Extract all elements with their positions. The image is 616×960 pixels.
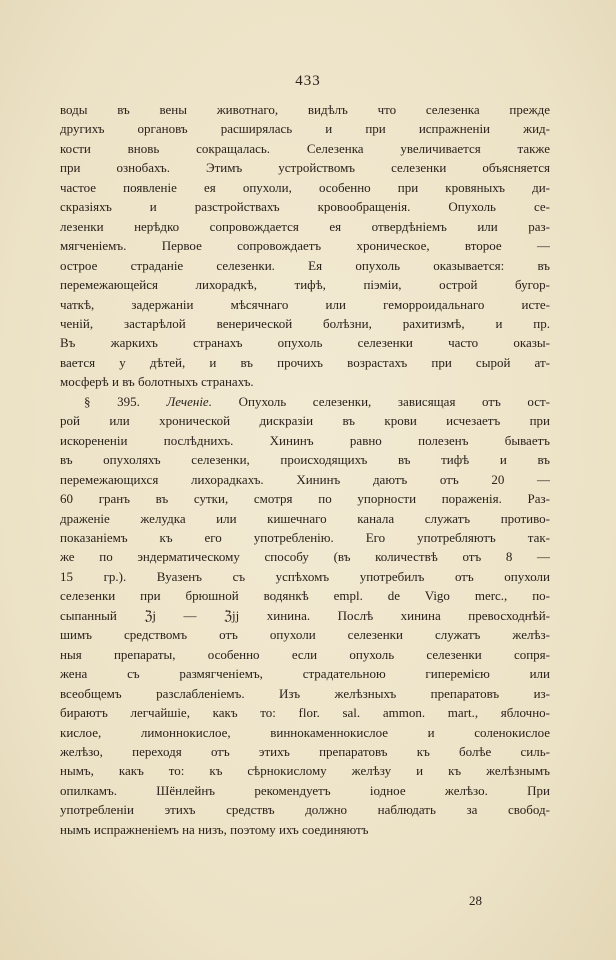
section-number: § 395. <box>84 393 140 409</box>
text-line: шимъ средствомъ отъ опухоли селезенки служатъ желѣз- <box>60 627 550 643</box>
text-line: искорененіи послѣднихъ. Хининъ равно полезенъ бываетъ <box>60 432 550 448</box>
text-line: въ опухоляхъ селезенки, происходящихъ въ тифѣ и въ <box>60 452 550 468</box>
text-line: кислое, лимоннокислое, виннокаменнокислое и соленокислое <box>60 724 550 740</box>
text-line: при ознобахъ. Этимъ устройствомъ селезенки объясняется <box>60 160 550 176</box>
body-text <box>60 100 550 839</box>
text-line: 60 гранъ въ сутки, смотря по упорности пораженія. Раз- <box>60 491 550 507</box>
text-line: мосферѣ и въ болотныхъ странахъ. <box>60 374 254 390</box>
text-line: 15 гр.). Вуазенъ съ успѣхомъ употребилъ отъ опухоли <box>60 568 550 584</box>
text-line: острое страданіе селезенки. Ея опухоль оказывается: въ <box>60 257 550 273</box>
signature-mark: 28 <box>469 893 482 908</box>
text-line: драженіе желудка или кишечнаго канала служатъ противо- <box>60 510 550 526</box>
text-line: перемежающихся лихорадкахъ. Хининъ даютъ отъ 20 — <box>60 471 550 487</box>
text-line: кости вновь сокращалась. Селезенка увеличивается также <box>60 140 550 156</box>
text-line: всеобщемъ разслабленіемъ. Изъ желѣзныхъ препаратовъ из- <box>60 685 550 701</box>
text-line: Въ жаркихъ странахъ опухоль селезенки часто оказы- <box>60 335 550 351</box>
text-line: ченій, застарѣлой венерической болѣзни, рахитизмѣ, и пр. <box>60 315 550 331</box>
text-line: употребленіи этихъ средствъ должно наблюдать за свобод- <box>60 802 550 818</box>
text-line: нымъ испражненіемъ на низъ, поэтому ихъ соединяютъ <box>60 821 369 837</box>
section-first-line-text: Опухоль селезенки, зависящая отъ ост- <box>238 393 550 409</box>
text-line: чаткѣ, задержаніи мѣсячнаго или геморроидальнаго исте- <box>60 296 550 312</box>
page-number: 433 <box>295 73 321 89</box>
text-line: селезенки при брюшной водянкѣ empl. de Vigo merc., по- <box>60 588 550 604</box>
text-line: же по эндерматическому способу (въ количествѣ отъ 8 — <box>60 549 550 565</box>
text-line: опилкамъ. Шёнлейнъ рекомендуетъ іодное желѣзо. При <box>60 782 550 798</box>
text-line: рой или хронической дискразіи въ крови исчезаетъ при <box>60 413 550 429</box>
text-line: бираютъ легчайшіе, какъ то: flor. sal. ammon. mart., яблочно- <box>60 705 550 721</box>
text-line: скразіяхъ и разстройствахъ кровообращенія. Опухоль се- <box>60 199 550 215</box>
text-line: нымъ, какъ то: къ сѣрнокислому желѣзу и къ желѣзнымъ <box>60 763 550 779</box>
text-line: другихъ органовъ расширялась и при испражненіи жид- <box>60 121 550 137</box>
text-line: показаніемъ къ его употребленію. Его употребляютъ так- <box>60 529 550 545</box>
text-line: сыпанный ℨj — ℨjj хинина. Послѣ хинина превосходнѣй- <box>60 607 550 623</box>
text-line: мягченіемъ. Первое сопровождаетъ хроническое, второе — <box>60 238 550 254</box>
text-line: воды въ вены животнаго, видѣлъ что селезенка прежде <box>60 102 550 117</box>
text-line: жена съ размягченіемъ, страдательною гиперемією или <box>60 666 550 682</box>
section-label: Леченіе. <box>166 393 212 409</box>
section-first-line <box>60 392 550 411</box>
text-line: лезенки нерѣдко сопровождается ея отвердѣніемъ или раз- <box>60 218 550 234</box>
text-line: перемежающейся лихорадкѣ, тифѣ, піэміи, острой бугор- <box>60 277 550 293</box>
text-line: вается у дѣтей, и въ прочихъ возрастахъ при сырой ат- <box>60 354 550 370</box>
paragraph-treatment <box>60 392 550 839</box>
text-line: желѣзо, переходя отъ этихъ препаратовъ къ болѣе силь- <box>60 743 550 759</box>
text-line: частое появленіе ея опухоли, особенно при кровяныхъ ди- <box>60 179 550 195</box>
paragraph-symptoms <box>60 100 550 392</box>
text-line: ныя препараты, особенно если опухоль селезенки сопря- <box>60 646 550 662</box>
